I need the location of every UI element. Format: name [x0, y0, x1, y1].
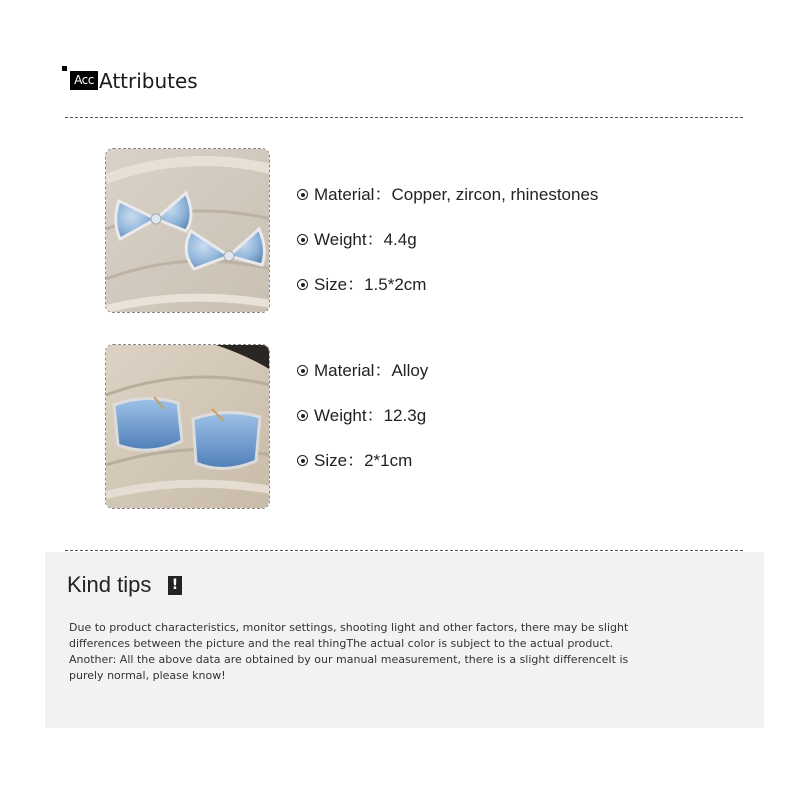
bullet-icon — [297, 189, 308, 200]
attribute-text: Weight：12.3g — [314, 406, 427, 425]
bullet-icon — [297, 455, 308, 466]
exclamation-icon: ! — [168, 576, 182, 595]
bullet-icon — [297, 279, 308, 290]
kind-tips-title: Kind tips — [67, 572, 152, 597]
header-badge: Acc — [70, 71, 98, 90]
product-image-hoop-earrings — [105, 344, 270, 509]
attribute-text: Size：2*1cm — [314, 451, 413, 470]
product-1-attributes — [297, 182, 598, 317]
product-2-attributes — [297, 358, 428, 493]
attribute-text: Material：Copper, zircon, rhinestones — [314, 185, 599, 204]
divider-top — [65, 117, 743, 118]
header-dot — [62, 66, 67, 71]
bullet-icon — [297, 410, 308, 421]
bullet-icon — [297, 234, 308, 245]
attribute-size — [297, 448, 428, 493]
attribute-text: Weight：4.4g — [314, 230, 417, 249]
attribute-material — [297, 182, 598, 227]
product-image-bow-earrings — [105, 148, 270, 313]
kind-tips-panel — [45, 552, 764, 728]
attribute-text: Material：Alloy — [314, 361, 429, 380]
divider-bottom — [65, 550, 743, 551]
attribute-weight — [297, 227, 598, 272]
page-title: Attributes — [99, 69, 198, 93]
attribute-weight — [297, 403, 428, 448]
attribute-size — [297, 272, 598, 317]
bullet-icon — [297, 365, 308, 376]
kind-tips-text: Due to product characteristics, monitor settings, shooting light and other factors, there may be slight differences between the picture and the real thingThe actual color is subject to the actual product. Another: All the above data are obtained by our manual measurement, there is a slight differenceIt is purely normal, please know! — [69, 621, 629, 682]
attribute-material — [297, 358, 428, 403]
attribute-text: Size：1.5*2cm — [314, 275, 427, 294]
